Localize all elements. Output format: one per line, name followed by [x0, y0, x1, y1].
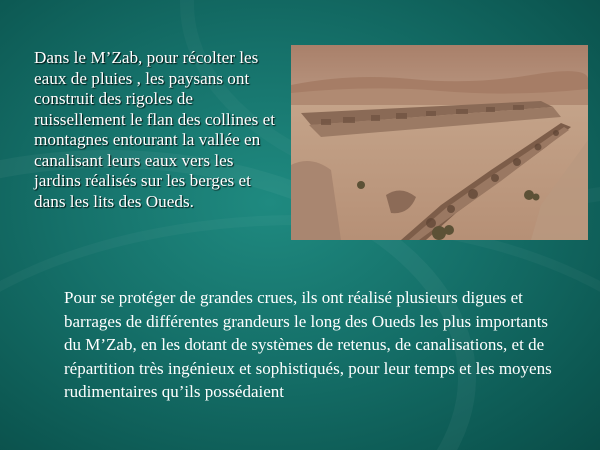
paragraph-bottom: Pour se protéger de grandes crues, ils ont réalisé plusieurs digues et barrages de différentes grandeurs le long des Oueds les plus importants du M’Zab, en les dotant de systèmes de retenus, de canalisations, et de répartition très ingénieux et sophistiqués, pour leur temps et les moyens rudimentaires qu’ils possédaient: [64, 288, 552, 401]
paragraph-top: Dans le M’Zab, pour récolter les eaux de pluies , les paysans ont construit des rigoles de ruissellement le flan des collines et montagnes entourant la vallée en canalisant leurs eaux vers les jardins réalisés sur les berges et dans les lits des Oueds.: [34, 48, 276, 211]
desert-channel-illustration: [291, 45, 588, 240]
photo-stone-channels: [291, 45, 588, 240]
